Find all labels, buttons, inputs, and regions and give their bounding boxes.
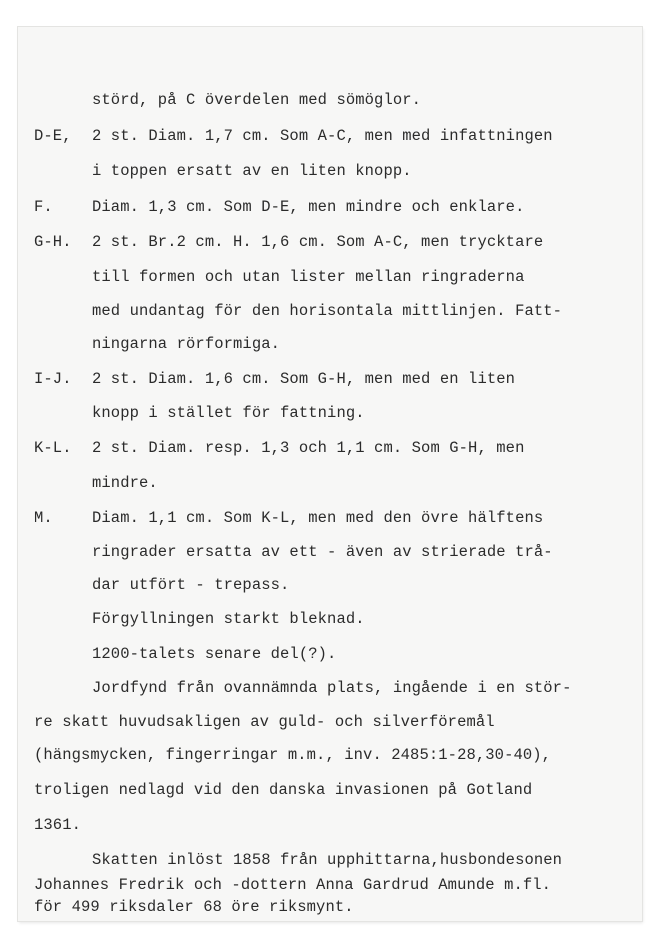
entry-label: K-L.	[34, 439, 72, 457]
entry-line: Diam. 1,3 cm. Som D-E, men mindre och enklare.	[92, 198, 525, 216]
paragraph-line: 1361.	[34, 816, 82, 834]
paragraph-line: Johannes Fredrik och -dottern Anna Gardrud Amunde m.fl.	[34, 876, 552, 894]
entry-label: D-E,	[34, 127, 72, 145]
entry-label: M.	[34, 509, 53, 527]
entry-label: F.	[34, 198, 53, 216]
entry-line: ringrader ersatta av ett - även av strierade trå-	[92, 543, 553, 561]
paragraph-line: re skatt huvudsakligen av guld- och silverföremål	[34, 713, 495, 731]
entry-line: Diam. 1,1 cm. Som K-L, men med den övre hälftens	[92, 509, 544, 527]
paragraph-line: troligen nedlagd vid den danska invasionen på Gotland	[34, 781, 533, 799]
entry-line: med undantag för den horisontala mittlinjen. Fatt-	[92, 302, 563, 320]
entry-line: 2 st. Diam. resp. 1,3 och 1,1 cm. Som G-H, men	[92, 439, 525, 457]
entry-label: G-H.	[34, 233, 72, 251]
entry-line: mindre.	[92, 474, 158, 492]
entry-line: Förgyllningen starkt bleknad.	[92, 610, 365, 628]
paragraph-line: för 499 riksdaler 68 öre riksmynt.	[34, 898, 354, 916]
entry-line: 2 st. Diam. 1,7 cm. Som A-C, men med infattningen	[92, 127, 553, 145]
entry-line: 2 st. Br.2 cm. H. 1,6 cm. Som A-C, men trycktare	[92, 233, 544, 251]
entry-line: störd, på C överdelen med sömöglor.	[92, 91, 422, 109]
paragraph-line: Skatten inlöst 1858 från upphittarna,husbondesonen	[92, 851, 563, 869]
entry-line: ningarna rörformiga.	[92, 335, 281, 353]
entry-label: I-J.	[34, 370, 72, 388]
entry-line: dar utfört - trepass.	[92, 576, 290, 594]
entry-line: till formen och utan lister mellan ringraderna	[92, 268, 525, 286]
entry-line: 1200-talets senare del(?).	[92, 645, 337, 663]
entry-line: i toppen ersatt av en liten knopp.	[92, 162, 412, 180]
paragraph-line: (hängsmycken, fingerringar m.m., inv. 2485:1-28,30-40),	[34, 746, 552, 764]
entry-line: 2 st. Diam. 1,6 cm. Som G-H, men med en liten	[92, 370, 516, 388]
paragraph-line: Jordfynd från ovannämnda plats, ingående i en stör-	[92, 679, 572, 697]
entry-line: knopp i stället för fattning.	[92, 404, 365, 422]
